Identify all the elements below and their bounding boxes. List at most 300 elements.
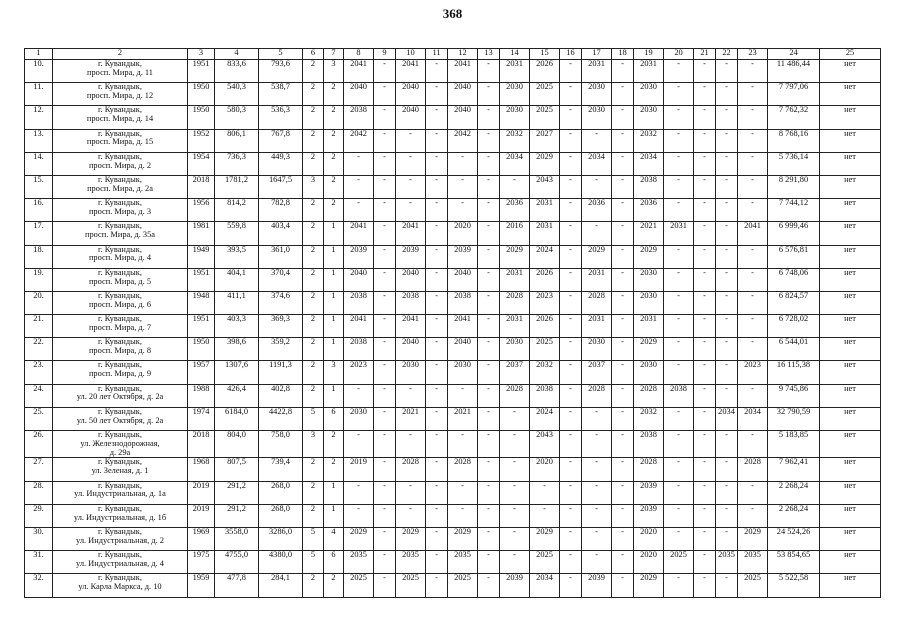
table-cell: 2034 xyxy=(738,407,768,430)
table-cell: - xyxy=(664,458,694,481)
address-cell: г. Кувандык, просп. Мира, д. 3 xyxy=(53,199,188,222)
table-row xyxy=(25,129,881,152)
row-number: 20. xyxy=(25,291,53,314)
table-cell: - xyxy=(396,431,426,458)
table-row xyxy=(25,361,881,384)
table-cell: - xyxy=(560,504,582,527)
column-header: 14 xyxy=(500,49,530,60)
table-row xyxy=(25,291,881,314)
table-cell: 2029 xyxy=(500,245,530,268)
table-cell: 580,3 xyxy=(215,106,259,129)
table-cell: - xyxy=(612,361,634,384)
cost-cell: 6 748,06 xyxy=(768,268,820,291)
table-cell: 1952 xyxy=(188,129,215,152)
table-cell: - xyxy=(478,60,500,83)
table-row xyxy=(25,338,881,361)
table-cell: 1988 xyxy=(188,384,215,407)
column-header: 10 xyxy=(396,49,426,60)
table-cell: 2037 xyxy=(500,361,530,384)
table-cell: - xyxy=(478,199,500,222)
table-cell: - xyxy=(478,222,500,245)
table-cell: - xyxy=(478,384,500,407)
table-cell: 2024 xyxy=(530,407,560,430)
table-cell: 736,3 xyxy=(215,152,259,175)
table-cell: - xyxy=(612,481,634,504)
table-cell: - xyxy=(694,199,716,222)
table-cell: - xyxy=(344,152,374,175)
table-row xyxy=(25,60,881,83)
address-cell: г. Кувандык, ул. Карла Маркса, д. 10 xyxy=(53,574,188,597)
table-cell: 2030 xyxy=(634,83,664,106)
table-cell: 3 xyxy=(324,361,344,384)
table-cell: - xyxy=(374,245,396,268)
table-cell: - xyxy=(560,528,582,551)
table-cell: - xyxy=(560,481,582,504)
table-cell: - xyxy=(582,551,612,574)
status-cell: нет xyxy=(820,175,881,198)
table-cell: 2 xyxy=(324,199,344,222)
table-cell: 2040 xyxy=(448,338,478,361)
column-header: 5 xyxy=(259,49,303,60)
row-number: 24. xyxy=(25,384,53,407)
table-cell: - xyxy=(694,222,716,245)
table-cell: - xyxy=(560,245,582,268)
table-cell: 2020 xyxy=(530,458,560,481)
table-cell: - xyxy=(344,199,374,222)
table-cell: 2020 xyxy=(634,528,664,551)
table-cell: - xyxy=(738,199,768,222)
table-cell: - xyxy=(374,60,396,83)
table-cell: - xyxy=(374,222,396,245)
table-cell: 403,4 xyxy=(259,222,303,245)
table-cell: 806,1 xyxy=(215,129,259,152)
table-cell: - xyxy=(344,175,374,198)
table-cell: - xyxy=(426,315,448,338)
table-cell: - xyxy=(478,268,500,291)
table-cell: 1 xyxy=(324,315,344,338)
table-cell: - xyxy=(612,574,634,597)
table-cell: 2021 xyxy=(448,407,478,430)
table-cell: - xyxy=(478,106,500,129)
table-cell: 2031 xyxy=(500,315,530,338)
table-cell: - xyxy=(560,551,582,574)
table-cell: 3 xyxy=(303,431,324,458)
table-row xyxy=(25,199,881,222)
table-cell: 1 xyxy=(324,245,344,268)
status-cell: нет xyxy=(820,407,881,430)
table-cell: 2020 xyxy=(634,551,664,574)
column-header: 24 xyxy=(768,49,820,60)
table-cell: - xyxy=(716,222,738,245)
table-cell: 2032 xyxy=(634,407,664,430)
table-cell: - xyxy=(426,152,448,175)
table-cell: 4380,0 xyxy=(259,551,303,574)
table-cell: - xyxy=(582,129,612,152)
cost-cell: 7 762,32 xyxy=(768,106,820,129)
table-cell: 1951 xyxy=(188,315,215,338)
table-cell: - xyxy=(478,431,500,458)
table-cell: 2030 xyxy=(500,83,530,106)
table-cell: - xyxy=(738,338,768,361)
table-cell: - xyxy=(664,528,694,551)
column-header: 21 xyxy=(694,49,716,60)
table-cell: - xyxy=(694,152,716,175)
table-cell: 2041 xyxy=(448,315,478,338)
table-cell: - xyxy=(582,407,612,430)
status-cell: нет xyxy=(820,458,881,481)
table-body xyxy=(25,60,881,598)
cost-cell: 7 962,41 xyxy=(768,458,820,481)
table-cell: 2030 xyxy=(582,106,612,129)
table-cell: 2039 xyxy=(448,245,478,268)
table-row xyxy=(25,268,881,291)
table-cell: - xyxy=(612,458,634,481)
table-cell: 2 xyxy=(324,83,344,106)
table-cell: - xyxy=(396,199,426,222)
status-cell: нет xyxy=(820,268,881,291)
table-cell: - xyxy=(426,129,448,152)
row-number: 23. xyxy=(25,361,53,384)
table-cell: 2 xyxy=(303,129,324,152)
table-cell: 2042 xyxy=(448,129,478,152)
table-cell: 2 xyxy=(303,268,324,291)
table-cell: 2028 xyxy=(500,384,530,407)
table-cell: - xyxy=(738,268,768,291)
table-cell: - xyxy=(426,504,448,527)
table-cell: 2018 xyxy=(188,175,215,198)
table-cell: 2030 xyxy=(344,407,374,430)
table-cell: - xyxy=(694,245,716,268)
table-cell: 2031 xyxy=(530,222,560,245)
table-cell: 2 xyxy=(324,152,344,175)
table-cell: - xyxy=(500,528,530,551)
table-cell: 2025 xyxy=(530,338,560,361)
table-cell: 2029 xyxy=(634,338,664,361)
column-header: 11 xyxy=(426,49,448,60)
table-row xyxy=(25,551,881,574)
table-cell: 4 xyxy=(324,528,344,551)
table-cell: - xyxy=(426,199,448,222)
table-cell: 536,3 xyxy=(259,106,303,129)
table-cell: 3286,0 xyxy=(259,528,303,551)
table-row xyxy=(25,384,881,407)
table-cell: 2029 xyxy=(530,152,560,175)
table-cell: 1 xyxy=(324,504,344,527)
table-cell: - xyxy=(694,407,716,430)
table-cell: 2041 xyxy=(344,60,374,83)
table-cell: 2019 xyxy=(188,504,215,527)
table-cell: - xyxy=(612,152,634,175)
table-cell: 2034 xyxy=(634,152,664,175)
table-cell: - xyxy=(374,199,396,222)
table-cell: 2026 xyxy=(530,268,560,291)
row-number: 30. xyxy=(25,528,53,551)
table-cell: 2040 xyxy=(448,106,478,129)
table-cell: - xyxy=(694,338,716,361)
table-cell: - xyxy=(612,129,634,152)
address-cell: г. Кувандык, ул. Индустриальная, д. 4 xyxy=(53,551,188,574)
cost-cell: 11 486,44 xyxy=(768,60,820,83)
address-cell: г. Кувандык, просп. Мира, д. 11 xyxy=(53,60,188,83)
table-cell: 2024 xyxy=(530,245,560,268)
table-cell: 2 xyxy=(303,60,324,83)
cost-cell: 53 854,65 xyxy=(768,551,820,574)
table-cell: 538,7 xyxy=(259,83,303,106)
table-cell: - xyxy=(478,129,500,152)
row-number: 26. xyxy=(25,431,53,458)
table-cell: - xyxy=(500,175,530,198)
table-cell: 2030 xyxy=(634,106,664,129)
cost-cell: 7 797,06 xyxy=(768,83,820,106)
table-cell: 2032 xyxy=(530,361,560,384)
column-header: 23 xyxy=(738,49,768,60)
table-cell: 1968 xyxy=(188,458,215,481)
table-cell: - xyxy=(716,83,738,106)
table-cell: - xyxy=(694,175,716,198)
address-cell: г. Кувандык, просп. Мира, д. 9 xyxy=(53,361,188,384)
address-cell: г. Кувандык, просп. Мира, д. 2а xyxy=(53,175,188,198)
table-row xyxy=(25,315,881,338)
table-cell: - xyxy=(478,152,500,175)
table-cell: - xyxy=(612,528,634,551)
address-cell: г. Кувандык, ул. Индустриальная, д. 1а xyxy=(53,481,188,504)
table-cell: - xyxy=(716,291,738,314)
table-cell: - xyxy=(582,458,612,481)
table-cell: 1956 xyxy=(188,199,215,222)
table-cell: 2031 xyxy=(500,268,530,291)
table-cell: 1191,3 xyxy=(259,361,303,384)
address-cell: г. Кувандык, просп. Мира, д. 7 xyxy=(53,315,188,338)
cost-cell: 6 576,81 xyxy=(768,245,820,268)
table-cell: - xyxy=(716,504,738,527)
address-cell: г. Кувандык, просп. Мира, д. 35а xyxy=(53,222,188,245)
table-cell: 2034 xyxy=(500,152,530,175)
table-cell: 814,2 xyxy=(215,199,259,222)
table-cell: - xyxy=(612,199,634,222)
status-cell: нет xyxy=(820,504,881,527)
table-cell: 2029 xyxy=(634,574,664,597)
table-cell: 2030 xyxy=(582,83,612,106)
table-cell: 1959 xyxy=(188,574,215,597)
table-cell: 1951 xyxy=(188,60,215,83)
table-cell: - xyxy=(478,175,500,198)
table-cell: - xyxy=(560,361,582,384)
table-cell: 2 xyxy=(303,338,324,361)
table-cell: - xyxy=(716,315,738,338)
table-cell: - xyxy=(738,175,768,198)
row-number: 25. xyxy=(25,407,53,430)
table-cell: - xyxy=(716,245,738,268)
table-cell: 833,6 xyxy=(215,60,259,83)
table-cell: - xyxy=(560,291,582,314)
table-cell: 2029 xyxy=(634,245,664,268)
table-cell: 2019 xyxy=(344,458,374,481)
table-cell: 2038 xyxy=(634,431,664,458)
table-cell: 2019 xyxy=(188,481,215,504)
table-cell: 2038 xyxy=(344,291,374,314)
table-cell: 2025 xyxy=(344,574,374,597)
table-cell: 2034 xyxy=(716,407,738,430)
table-cell: - xyxy=(478,338,500,361)
table-cell: - xyxy=(426,106,448,129)
address-cell: г. Кувандык, ул. 20 лет Октября, д. 2а xyxy=(53,384,188,407)
table-cell: 2021 xyxy=(396,407,426,430)
table-cell: - xyxy=(448,199,478,222)
table-cell: 404,1 xyxy=(215,268,259,291)
table-cell: 2 xyxy=(303,384,324,407)
row-number: 12. xyxy=(25,106,53,129)
table-cell: 2036 xyxy=(500,199,530,222)
cost-cell: 6 824,57 xyxy=(768,291,820,314)
table-cell: - xyxy=(738,245,768,268)
table-cell: 1949 xyxy=(188,245,215,268)
column-header: 7 xyxy=(324,49,344,60)
address-cell: г. Кувандык, просп. Мира, д. 15 xyxy=(53,129,188,152)
table-cell: 426,4 xyxy=(215,384,259,407)
table-cell: - xyxy=(344,504,374,527)
table-cell: - xyxy=(694,431,716,458)
table-cell: - xyxy=(530,504,560,527)
table-cell: 398,6 xyxy=(215,338,259,361)
status-cell: нет xyxy=(820,222,881,245)
table-row xyxy=(25,504,881,527)
cost-cell: 5 736,14 xyxy=(768,152,820,175)
status-cell: нет xyxy=(820,291,881,314)
table-cell: - xyxy=(560,431,582,458)
table-cell: 2030 xyxy=(634,361,664,384)
table-cell: - xyxy=(374,175,396,198)
table-cell: 2039 xyxy=(582,574,612,597)
table-cell: 2028 xyxy=(582,291,612,314)
cost-cell: 5 522,58 xyxy=(768,574,820,597)
table-cell: 4755,0 xyxy=(215,551,259,574)
table-cell: - xyxy=(448,504,478,527)
table-cell: - xyxy=(716,481,738,504)
table-cell: - xyxy=(738,129,768,152)
table-cell: 2038 xyxy=(634,175,664,198)
table-cell: 793,6 xyxy=(259,60,303,83)
row-number: 10. xyxy=(25,60,53,83)
table-cell: 2025 xyxy=(738,574,768,597)
table-cell: 2025 xyxy=(530,83,560,106)
table-cell: - xyxy=(500,431,530,458)
table-cell: - xyxy=(478,361,500,384)
table-cell: - xyxy=(716,152,738,175)
table-cell: 1950 xyxy=(188,106,215,129)
table-cell: - xyxy=(664,504,694,527)
table-cell: 559,8 xyxy=(215,222,259,245)
table-cell: 5 xyxy=(303,528,324,551)
table-cell: - xyxy=(694,504,716,527)
table-cell: 2037 xyxy=(582,361,612,384)
table-cell: 2 xyxy=(303,458,324,481)
table-cell: 2040 xyxy=(448,268,478,291)
table-cell: 2 xyxy=(303,574,324,597)
table-cell: 807,5 xyxy=(215,458,259,481)
column-header: 18 xyxy=(612,49,634,60)
table-cell: - xyxy=(448,152,478,175)
table-cell: - xyxy=(396,481,426,504)
address-cell: г. Кувандык, ул. Индустриальная, д. 2 xyxy=(53,528,188,551)
table-cell: - xyxy=(560,384,582,407)
table-cell: 449,3 xyxy=(259,152,303,175)
address-cell: г. Кувандык, просп. Мира, д. 12 xyxy=(53,83,188,106)
table-row xyxy=(25,106,881,129)
table-cell: 2035 xyxy=(716,551,738,574)
address-cell: г. Кувандык, ул. Зеленая, д. 1 xyxy=(53,458,188,481)
table-cell: - xyxy=(694,574,716,597)
table-cell: - xyxy=(612,431,634,458)
table-cell: - xyxy=(374,551,396,574)
table-cell: 2021 xyxy=(634,222,664,245)
table-cell: - xyxy=(582,481,612,504)
table-cell: - xyxy=(374,83,396,106)
table-cell: 2023 xyxy=(344,361,374,384)
page-number: 368 xyxy=(442,6,463,21)
table-cell: - xyxy=(694,551,716,574)
table-cell: - xyxy=(374,129,396,152)
table-cell: - xyxy=(500,407,530,430)
table-cell: 2030 xyxy=(634,268,664,291)
table-cell: 1948 xyxy=(188,291,215,314)
address-cell: г. Кувандык, просп. Мира, д. 2 xyxy=(53,152,188,175)
table-cell: 2039 xyxy=(396,245,426,268)
table-cell: - xyxy=(738,315,768,338)
table-cell: - xyxy=(582,222,612,245)
table-cell: 3558,0 xyxy=(215,528,259,551)
table-cell: - xyxy=(612,106,634,129)
table-cell: - xyxy=(374,338,396,361)
table-cell: 2043 xyxy=(530,431,560,458)
table-cell: 2035 xyxy=(396,551,426,574)
table-row xyxy=(25,245,881,268)
status-cell: нет xyxy=(820,551,881,574)
column-header: 6 xyxy=(303,49,324,60)
table-cell: 2040 xyxy=(396,106,426,129)
column-header: 4 xyxy=(215,49,259,60)
table-cell: 2040 xyxy=(344,268,374,291)
table-cell: 2041 xyxy=(738,222,768,245)
table-cell: 2 xyxy=(303,152,324,175)
table-cell: - xyxy=(426,175,448,198)
table-cell: - xyxy=(694,528,716,551)
table-cell: - xyxy=(664,268,694,291)
table-cell: 2031 xyxy=(500,60,530,83)
address-cell: г. Кувандык, просп. Мира, д. 6 xyxy=(53,291,188,314)
table-cell: - xyxy=(738,60,768,83)
table-cell: - xyxy=(664,83,694,106)
table-cell: - xyxy=(426,83,448,106)
table-cell: 1 xyxy=(324,338,344,361)
table-cell: - xyxy=(500,481,530,504)
table-cell: - xyxy=(612,315,634,338)
table-cell: 2 xyxy=(324,431,344,458)
table-cell: - xyxy=(426,458,448,481)
table-cell: - xyxy=(612,245,634,268)
cost-cell: 9 745,86 xyxy=(768,384,820,407)
table-cell: - xyxy=(664,152,694,175)
table-cell: 2029 xyxy=(582,245,612,268)
table-cell: 2031 xyxy=(634,60,664,83)
address-cell: г. Кувандык, просп. Мира, д. 14 xyxy=(53,106,188,129)
cost-cell: 32 790,59 xyxy=(768,407,820,430)
address-cell: г. Кувандык, ул. 50 лет Октября, д. 2а xyxy=(53,407,188,430)
table-cell: 2038 xyxy=(344,106,374,129)
table-cell: - xyxy=(694,129,716,152)
table-cell: 2040 xyxy=(396,268,426,291)
table-cell: - xyxy=(396,384,426,407)
table-cell: - xyxy=(426,291,448,314)
